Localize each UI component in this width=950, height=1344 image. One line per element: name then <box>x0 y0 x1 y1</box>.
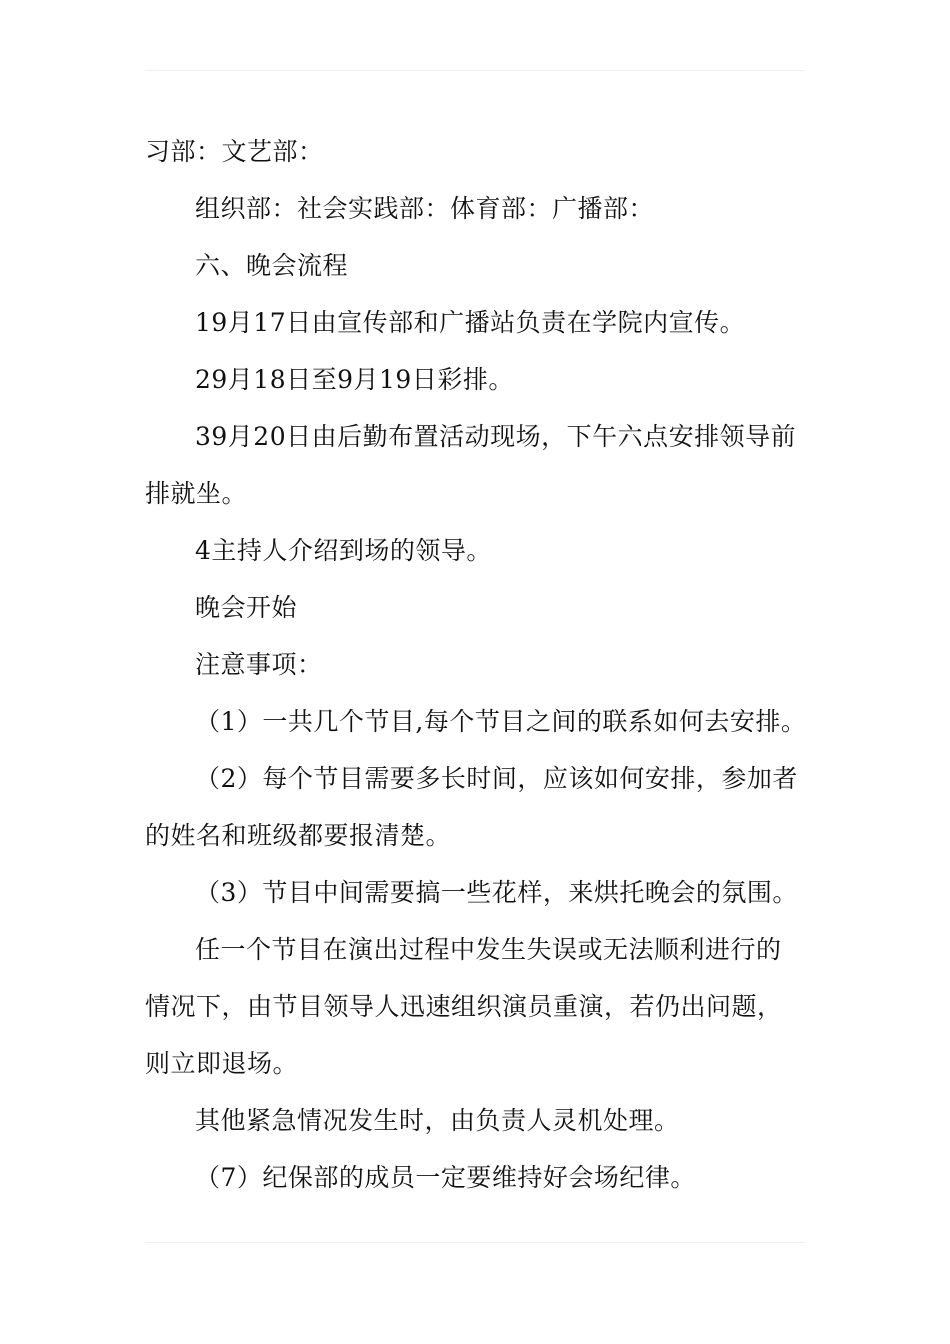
list-item: （1）一共几个节目,每个节目之间的联系如何去安排。 <box>195 707 807 736</box>
paragraph-line: 4主持人介绍到场的领导。 <box>195 536 492 565</box>
paragraph-line: 29月18日至9月19日彩排。 <box>195 365 514 394</box>
paragraph-line: 39月20日由后勤布置活动现场，下午六点安排领导前 <box>195 422 797 451</box>
paragraph-line: 排就坐。 <box>145 479 248 508</box>
paragraph-line: 的姓名和班级都要报清楚。 <box>145 821 452 850</box>
list-item: （2）每个节目需要多长时间，应该如何安排，参加者 <box>195 764 798 793</box>
paragraph-line: 情况下，由节目领导人迅速组织演员重演，若仍出问题， <box>145 992 783 1021</box>
footer-rule <box>145 1242 805 1243</box>
paragraph-line: 习部：文艺部： <box>145 137 324 166</box>
paragraph-line: 则立即退场。 <box>145 1049 299 1078</box>
header-rule <box>145 70 805 71</box>
list-item: （7）纪保部的成员一定要维持好会场纪律。 <box>195 1163 696 1192</box>
paragraph-line: 晚会开始 <box>195 593 298 622</box>
paragraph-line: 注意事项： <box>195 650 323 679</box>
paragraph-line: 其他紧急情况发生时，由负责人灵机处理。 <box>195 1106 680 1135</box>
paragraph-line: 19月17日由宣传部和广播站负责在学院内宣传。 <box>195 308 746 337</box>
paragraph-line: 任一个节目在演出过程中发生失误或无法顺利进行的 <box>195 935 782 964</box>
section-heading: 六、晚会流程 <box>195 251 349 280</box>
list-item: （3）节目中间需要搞一些花样，来烘托晚会的氛围。 <box>195 878 798 907</box>
paragraph-line: 组织部：社会实践部：体育部：广播部： <box>195 194 655 223</box>
